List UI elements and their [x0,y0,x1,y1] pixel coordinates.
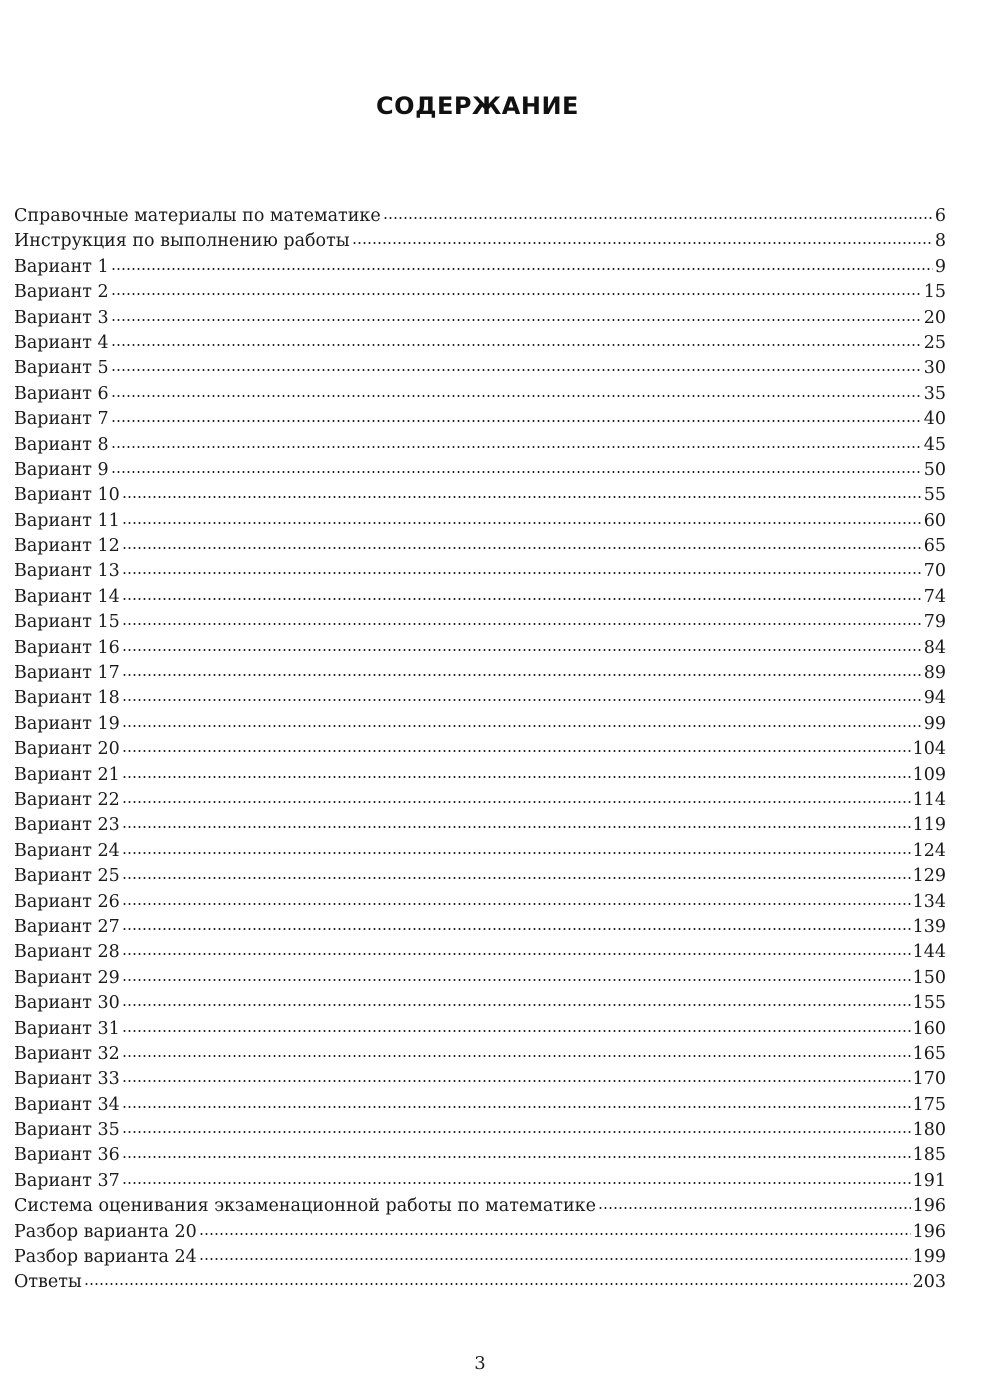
toc-dot-leader [122,547,922,549]
toc-entry-label: Вариант 3 [14,307,109,328]
toc-dot-leader [122,699,922,701]
toc-entry [14,1118,946,1143]
toc-entry [14,686,946,711]
toc-entry [14,585,946,610]
toc-entry-page: 9 [934,256,946,277]
toc-dot-leader [84,1283,911,1285]
toc-entry-page: 65 [923,536,946,557]
toc-entry [14,1017,946,1042]
toc-entry [14,712,946,737]
toc-entry [14,1093,946,1118]
toc-dot-leader [199,1233,911,1235]
toc-entry [14,813,946,838]
toc-entry [14,915,946,940]
toc-dot-leader [383,217,933,219]
toc-dot-leader [122,598,922,600]
toc-entry [14,1220,946,1245]
toc-entry [14,483,946,508]
toc-entry-label: Вариант 32 [14,1043,120,1064]
toc-entry-label: Вариант 24 [14,840,120,861]
toc-entry-page: 150 [912,967,946,988]
toc-entry-page: 55 [923,485,946,506]
toc-entry [14,610,946,635]
toc-entry-page: 50 [923,459,946,480]
toc-entry-label: Вариант 19 [14,713,120,734]
toc-dot-leader [598,1207,911,1209]
toc-entry [14,864,946,889]
toc-entry-label: Инструкция по выполнению работы [14,231,350,252]
toc-entry [14,229,946,254]
toc-entry [14,1067,946,1092]
toc-entry-page: 20 [923,307,946,328]
toc-entry-label: Вариант 34 [14,1094,120,1115]
toc-dot-leader [111,446,922,448]
toc-entry [14,255,946,280]
toc-dot-leader [122,1055,911,1057]
toc-dot-leader [122,953,911,955]
toc-dot-leader [122,826,911,828]
toc-dot-leader [122,1131,911,1133]
toc-entry-label: Вариант 31 [14,1018,120,1039]
toc-entry [14,306,946,331]
toc-dot-leader [122,1030,911,1032]
toc-entry-page: 155 [912,993,946,1014]
page-number: 3 [474,1353,486,1374]
toc-entry [14,407,946,432]
toc-entry-page: 60 [923,510,946,531]
toc-entry-label: Ответы [14,1272,82,1293]
toc-entry-page: 30 [923,358,946,379]
toc-entry-page: 84 [923,637,946,658]
toc-entry-label: Вариант 27 [14,916,120,937]
toc-entry-page: 196 [912,1196,946,1217]
toc-entry [14,433,946,458]
toc-dot-leader [111,369,922,371]
toc-entry-page: 196 [912,1221,946,1242]
toc-entry [14,1270,946,1295]
toc-entry-page: 104 [912,739,946,760]
toc-entry [14,458,946,483]
toc-entry [14,991,946,1016]
toc-entry-label: Вариант 13 [14,561,120,582]
toc-dot-leader [122,674,922,676]
toc-entry-label: Вариант 14 [14,586,120,607]
toc-entry-page: 40 [923,409,946,430]
toc-dot-leader [352,242,933,244]
toc-entry-label: Вариант 1 [14,256,109,277]
toc-entry-label: Справочные материалы по математике [14,206,381,226]
toc-entry-page: 35 [923,383,946,404]
toc-entry-label: Вариант 7 [14,409,109,430]
toc-entry [14,331,946,356]
toc-entry-label: Вариант 37 [14,1170,120,1191]
toc-dot-leader [111,471,922,473]
toc-dot-leader [122,1106,911,1108]
toc-entry-page: 8 [934,231,946,252]
toc-entry-label: Вариант 8 [14,434,109,455]
toc-entry-label: Вариант 21 [14,764,120,785]
toc-entry-label: Вариант 28 [14,942,120,963]
toc-dot-leader [122,928,911,930]
toc-entry [14,1042,946,1067]
toc-dot-leader [111,319,922,321]
toc-entry [14,636,946,661]
toc-entry-page: 89 [923,663,946,684]
toc-entry-page: 94 [923,688,946,709]
toc-entry-label: Система оценивания экзаменационной работы по математике [14,1196,596,1217]
toc-dot-leader [199,1258,911,1260]
toc-dot-leader [122,903,911,905]
toc-entry-page: 185 [912,1145,946,1166]
toc-entry-page: 6 [934,206,946,226]
toc-entry-label: Вариант 5 [14,358,109,379]
toc-entry-page: 165 [912,1043,946,1064]
toc-entry-page: 199 [912,1247,946,1268]
toc-dot-leader [122,852,911,854]
toc-dot-leader [122,776,911,778]
toc-entry [14,509,946,534]
toc-dot-leader [122,801,911,803]
toc-entry-label: Вариант 10 [14,485,120,506]
toc-dot-leader [122,1004,911,1006]
toc-entry-label: Вариант 4 [14,332,109,353]
toc-entry-page: 70 [923,561,946,582]
toc-entry-label: Вариант 17 [14,663,120,684]
toc-entry-page: 191 [912,1170,946,1191]
toc-entry [14,280,946,305]
toc-dot-leader [111,420,922,422]
toc-entry-label: Разбор варианта 20 [14,1221,197,1242]
toc-dot-leader [122,979,911,981]
toc-entry [14,839,946,864]
toc-entry-page: 114 [912,789,946,810]
toc-entry [14,1245,946,1270]
toc-entry-label: Вариант 29 [14,967,120,988]
toc-entry [14,737,946,762]
toc-dot-leader [111,344,922,346]
toc-dot-leader [122,1156,911,1158]
toc-dot-leader [122,522,922,524]
toc-entry-label: Разбор варианта 24 [14,1247,197,1268]
toc-entry [14,890,946,915]
toc-entry-page: 175 [912,1094,946,1115]
toc-entry-page: 79 [923,612,946,633]
toc-dot-leader [111,395,922,397]
toc-entry-page: 144 [912,942,946,963]
toc-dot-leader [122,496,922,498]
toc-entry-page: 129 [912,866,946,887]
toc-entry-label: Вариант 11 [14,510,120,531]
toc-entry [14,204,946,229]
toc-entry [14,966,946,991]
toc-entry [14,1169,946,1194]
toc-entry [14,940,946,965]
toc-entry-page: 99 [923,713,946,734]
toc-dot-leader [122,877,911,879]
toc-dot-leader [122,725,922,727]
toc-entry-label: Вариант 22 [14,789,120,810]
toc-dot-leader [122,572,922,574]
toc-entry [14,1194,946,1219]
toc-entry [14,661,946,686]
toc-entry-page: 203 [912,1272,946,1293]
toc-entry-page: 160 [912,1018,946,1039]
toc-entry-label: Вариант 12 [14,536,120,557]
toc-dot-leader [122,649,922,651]
toc-entry-page: 45 [923,434,946,455]
toc-entry-label: Вариант 15 [14,612,120,633]
toc-dot-leader [122,1080,911,1082]
toc-entry-page: 74 [923,586,946,607]
toc-entry-label: Вариант 20 [14,739,120,760]
toc-entry-label: Вариант 25 [14,866,120,887]
toc-entry [14,534,946,559]
toc-dot-leader [122,623,922,625]
toc-entry-page: 25 [923,332,946,353]
toc-entry-label: Вариант 9 [14,459,109,480]
toc-entry-page: 134 [912,891,946,912]
toc-entry-page: 170 [912,1069,946,1090]
toc-entry [14,356,946,381]
toc-entry [14,1143,946,1168]
table-of-contents [14,204,946,1296]
toc-entry-label: Вариант 2 [14,282,109,303]
toc-entry-label: Вариант 26 [14,891,120,912]
toc-entry-page: 124 [912,840,946,861]
toc-entry-page: 109 [912,764,946,785]
toc-entry-page: 119 [912,815,946,836]
toc-entry-page: 139 [912,916,946,937]
toc-entry-label: Вариант 18 [14,688,120,709]
toc-entry-label: Вариант 30 [14,993,120,1014]
toc-entry-page: 180 [912,1120,946,1141]
toc-entry-label: Вариант 35 [14,1120,120,1141]
toc-entry [14,788,946,813]
toc-entry-label: Вариант 36 [14,1145,120,1166]
toc-entry-page: 15 [923,282,946,303]
page-title: СОДЕРЖАНИЕ [376,92,579,120]
toc-dot-leader [122,750,911,752]
toc-entry [14,763,946,788]
toc-entry-label: Вариант 33 [14,1069,120,1090]
toc-entry [14,382,946,407]
toc-entry-label: Вариант 23 [14,815,120,836]
toc-dot-leader [111,293,922,295]
toc-dot-leader [111,268,933,270]
toc-entry [14,559,946,584]
toc-dot-leader [122,1182,911,1184]
toc-entry-label: Вариант 6 [14,383,109,404]
toc-entry-label: Вариант 16 [14,637,120,658]
